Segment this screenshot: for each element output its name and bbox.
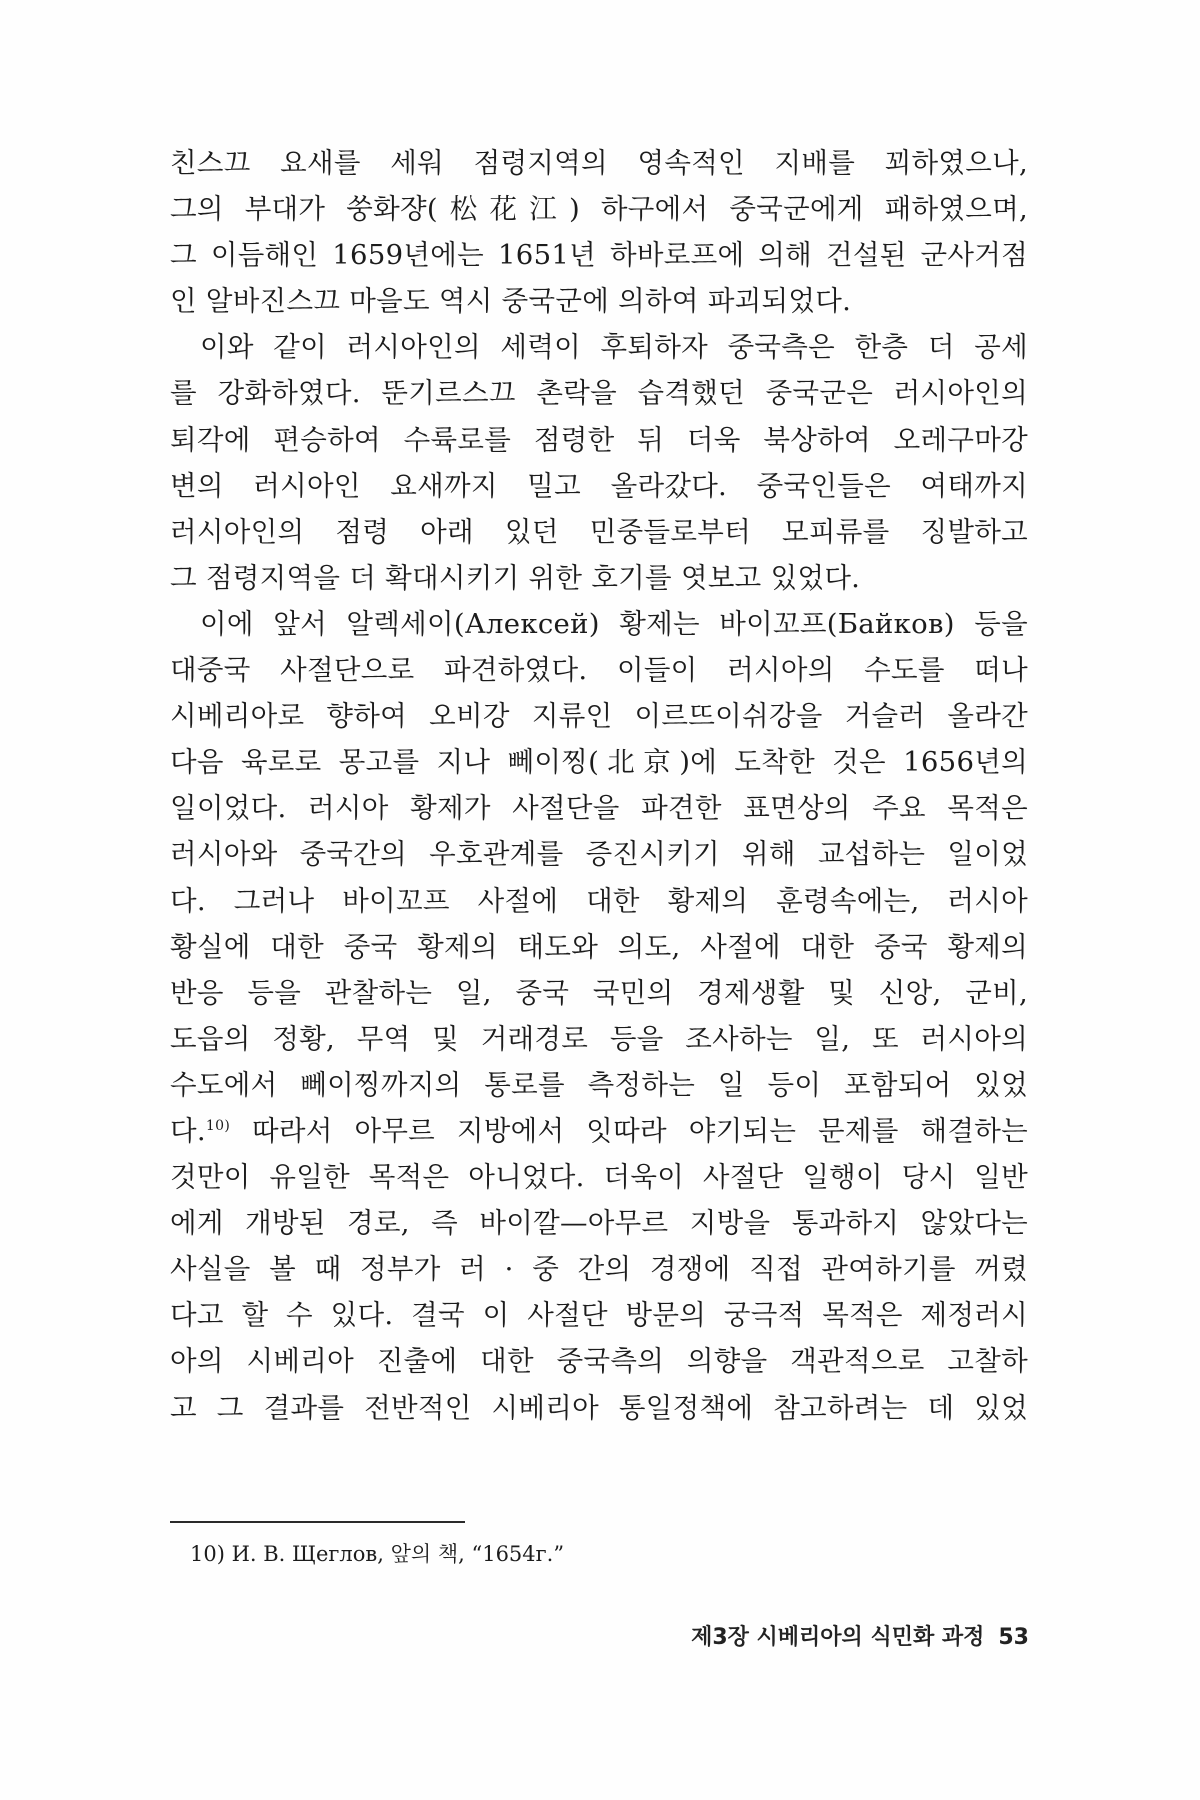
text-line: 사실을 볼 때 정부가 러 · 중 간의 경쟁에 직접 관여하기를 꺼렸 <box>170 1253 1028 1286</box>
text-line: 이와 같이 러시아인의 세력이 후퇴하자 중국측은 한층 더 공세 <box>200 331 1028 364</box>
text-line: 일이었다. 러시아 황제가 사절단을 파견한 표면상의 주요 목적은 <box>170 792 1028 825</box>
text-line <box>170 1108 1028 1154</box>
text-line: 이에 앞서 알렉세이(Алексей) 황제는 바이꼬프(Байков) 등을 <box>200 607 1028 640</box>
footnote-reference: 10) <box>205 1117 231 1134</box>
footnote-separator <box>170 1521 465 1523</box>
body-text <box>170 140 1028 1431</box>
text-line: 대중국 사절단으로 파견하였다. 이들이 러시아의 수도를 떠나 <box>170 654 1028 687</box>
text-line: 다음 육로로 몽고를 지나 뻬이찡(北京)에 도착한 것은 1656년의 <box>170 746 1028 779</box>
text-line: 인 알바진스끄 마을도 역시 중국군에 의하여 파괴되었다. <box>170 285 852 318</box>
text-line: 그의 부대가 쑹화쟝(松花江) 하구에서 중국군에게 패하였으며, <box>170 193 1028 226</box>
text-line: 를 강화하였다. 뚠기르스끄 촌락을 습격했던 중국군은 러시아인의 <box>170 377 1028 410</box>
text-line: 아의 시베리아 진출에 대한 중국측의 의향을 객관적으로 고찰하 <box>170 1345 1028 1378</box>
chapter-title: 제3장 시베리아의 식민화 과정 <box>691 1625 985 1650</box>
text-line: 변의 러시아인 요새까지 밀고 올라갔다. 중국인들은 여태까지 <box>170 469 1028 502</box>
text-line: 에게 개방된 경로, 즉 바이깔—아무르 지방을 통과하지 않았다는 <box>170 1207 1028 1240</box>
text-line: 퇴각에 편승하여 수륙로를 점령한 뒤 더욱 북상하여 오레구마강 <box>170 423 1028 456</box>
text-line: 그 이듬해인 1659년에는 1651년 하바로프에 의해 건설된 군사거점 <box>170 239 1028 272</box>
text-line: 고 그 결과를 전반적인 시베리아 통일정책에 참고하려는 데 있었 <box>170 1391 1028 1424</box>
text-line: 수도에서 뻬이찡까지의 통로를 측정하는 일 등이 포함되어 있었 <box>170 1068 1028 1101</box>
text-line: 반응 등을 관찰하는 일, 중국 국민의 경제생활 및 신앙, 군비, <box>170 976 1028 1009</box>
running-footer <box>584 1623 1029 1653</box>
text-line: 것만이 유일한 목적은 아니었다. 더욱이 사절단 일행이 당시 일반 <box>170 1161 1028 1194</box>
text-line: 그 점령지역을 더 확대시키기 위한 호기를 엿보고 있었다. <box>170 561 861 594</box>
text-line: 도읍의 정황, 무역 및 거래경로 등을 조사하는 일, 또 러시아의 <box>170 1022 1028 1055</box>
text-line: 황실에 대한 중국 황제의 태도와 의도, 사절에 대한 중국 황제의 <box>170 930 1028 963</box>
text-line: 시베리아로 향하여 오비강 지류인 이르뜨이쉬강을 거슬러 올라간 <box>170 700 1028 733</box>
text-line: 러시아와 중국간의 우호관계를 증진시키기 위해 교섭하는 일이었 <box>170 838 1028 871</box>
text-line: 러시아인의 점령 아래 있던 민중들로부터 모피류를 징발하고 <box>170 515 1028 548</box>
page-number: 53 <box>998 1625 1029 1650</box>
text-line-start: 다. <box>170 1114 206 1147</box>
text-line: 다고 할 수 있다. 결국 이 사절단 방문의 궁극적 목적은 제정러시 <box>170 1299 1028 1332</box>
footnote: 10) И. В. Щеглов, 앞의 책, “1654г.” <box>190 1542 565 1566</box>
text-line: 다. 그러나 바이꼬프 사절에 대한 황제의 훈령속에는, 러시아 <box>170 884 1028 917</box>
text-line-rest: 따라서 아무르 지방에서 잇따라 야기되는 문제를 해결하는 <box>230 1114 1028 1147</box>
text-line: 친스끄 요새를 세워 점령지역의 영속적인 지배를 꾀하였으나, <box>170 147 1028 179</box>
